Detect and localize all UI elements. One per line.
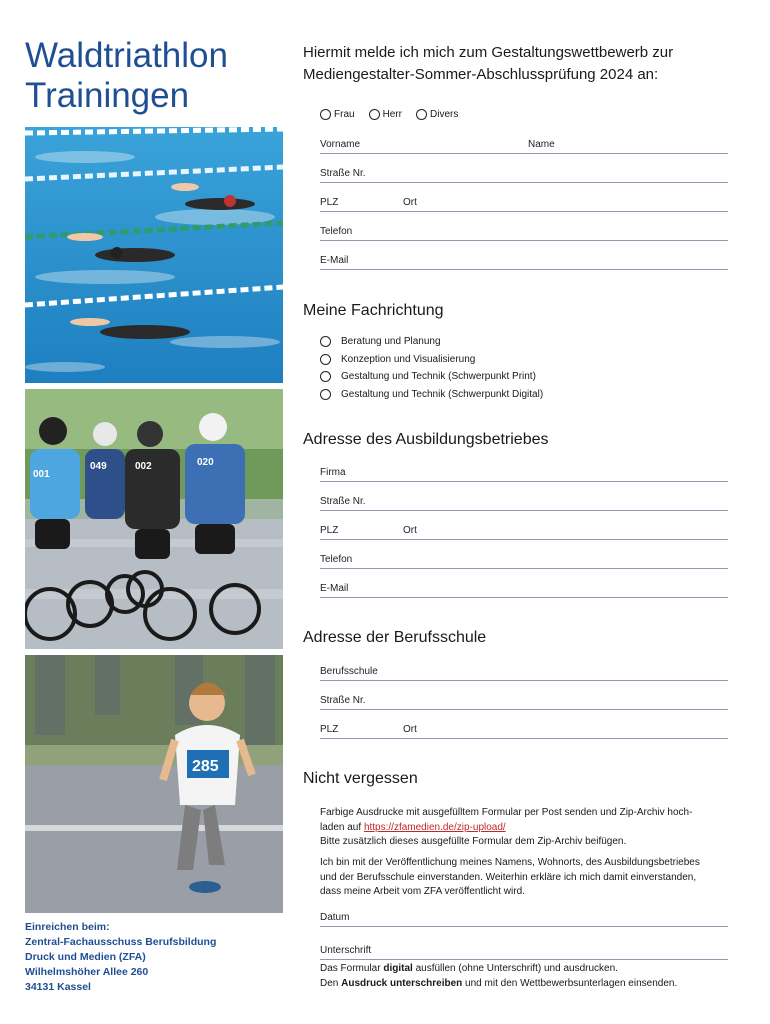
- betrieb-ort-label: Ort: [403, 525, 417, 536]
- submission-address: [25, 920, 285, 995]
- plz-ort-row[interactable]: [320, 193, 728, 212]
- cyclist-number-3: 002: [135, 461, 152, 472]
- radio-icon[interactable]: [416, 109, 427, 120]
- submit-line-1: Einreichen beim:: [25, 921, 110, 933]
- cycling-photo: [25, 389, 283, 649]
- intro-line-1: Hiermit melde ich mich zum Gestaltungswettbewerb zur: [303, 44, 674, 61]
- title-line-1: Waldtriathlon: [25, 36, 228, 75]
- datum-label: Datum: [320, 912, 350, 923]
- schule-plz-label: PLZ: [320, 724, 339, 735]
- betrieb-plz-label: PLZ: [320, 525, 339, 536]
- intro-text: [303, 42, 733, 86]
- schule-plz-ort-row[interactable]: [320, 720, 728, 739]
- page-title: [25, 36, 228, 116]
- schule-heading: Adresse der Berufsschule: [303, 629, 487, 646]
- vergessen-paragraph-1: [320, 806, 740, 850]
- option-print[interactable]: Gestaltung und Technik (Schwerpunkt Print): [320, 368, 543, 386]
- berufsschule-field[interactable]: [320, 662, 728, 681]
- submit-line-2: Zentral-Fachausschuss Berufsbildung: [25, 936, 217, 948]
- betrieb-email-label: E-Mail: [320, 583, 349, 594]
- p2-line-1: Ich bin mit der Veröffentlichung meines Namens, Wohnorts, des Ausbildungsbetriebes: [320, 857, 700, 868]
- email-field[interactable]: [320, 251, 728, 270]
- cyclist-number-4: 020: [197, 457, 214, 468]
- schule-strasse-field[interactable]: [320, 691, 728, 710]
- name-label: Name: [528, 139, 555, 150]
- option-konzeption[interactable]: Konzeption und Visualisierung: [320, 351, 543, 369]
- email-label: E-Mail: [320, 255, 349, 266]
- gender-divers[interactable]: Divers: [416, 109, 458, 120]
- name-row[interactable]: [320, 135, 728, 154]
- betrieb-strasse-label: Straße Nr.: [320, 496, 366, 507]
- option-beratung[interactable]: Beratung und Planung: [320, 333, 543, 351]
- p2-line-2: und der Berufsschule einverstanden. Weiterhin erkläre ich mich damit einverstanden,: [320, 871, 697, 883]
- datum-field[interactable]: [320, 908, 728, 927]
- gender-herr[interactable]: Herr: [369, 109, 402, 120]
- intro-line-2: Mediengestalter-Sommer-Abschlussprüfung 2024 an:: [303, 66, 659, 83]
- unterschrift-field[interactable]: [320, 941, 728, 960]
- betrieb-telefon-field[interactable]: [320, 550, 728, 569]
- radio-icon[interactable]: [320, 336, 331, 347]
- strasse-field[interactable]: [320, 164, 728, 183]
- vergessen-paragraph-2: [320, 856, 740, 900]
- gender-frau[interactable]: Frau: [320, 109, 355, 120]
- betrieb-email-field[interactable]: [320, 579, 728, 598]
- radio-icon[interactable]: [320, 354, 331, 365]
- p1-line-1: Farbige Ausdrucke mit ausgefülltem Formular per Post senden und Zip-Archiv hoch-: [320, 807, 693, 818]
- strasse-label: Straße Nr.: [320, 168, 366, 179]
- unterschrift-label: Unterschrift: [320, 945, 372, 956]
- radio-icon[interactable]: [320, 389, 331, 400]
- radio-icon[interactable]: [369, 109, 380, 120]
- betrieb-plz-ort-row[interactable]: [320, 521, 728, 540]
- radio-icon[interactable]: [320, 109, 331, 120]
- ort-label: Ort: [403, 197, 417, 208]
- submit-line-3: Druck und Medien (ZFA): [25, 951, 146, 963]
- p1-line-2: laden auf https://zfamedien.de/zip-upload/: [320, 821, 506, 833]
- vergessen-heading: Nicht vergessen: [303, 770, 418, 787]
- vorname-label: Vorname: [320, 139, 361, 150]
- betrieb-telefon-label: Telefon: [320, 554, 353, 565]
- p2-line-3: dass meine Arbeit vom ZFA veröffentlicht wird.: [320, 886, 525, 897]
- betrieb-heading: Adresse des Ausbildungsbetriebes: [303, 431, 549, 448]
- schule-strasse-label: Straße Nr.: [320, 695, 366, 706]
- runner-number: 285: [192, 758, 219, 775]
- radio-icon[interactable]: [320, 371, 331, 382]
- option-digital[interactable]: Gestaltung und Technik (Schwerpunkt Digital): [320, 386, 543, 404]
- running-photo: [25, 655, 283, 913]
- zip-upload-link[interactable]: https://zfamedien.de/zip-upload/: [363, 821, 506, 833]
- telefon-field[interactable]: [320, 222, 728, 241]
- firma-label: Firma: [320, 467, 346, 478]
- fachrichtung-options: [320, 333, 543, 403]
- note-line-1: Das Formular digital ausfüllen (ohne Unterschrift) und ausdrucken.: [320, 963, 618, 974]
- firma-field[interactable]: [320, 463, 728, 482]
- title-line-2: Trainingen: [25, 76, 190, 115]
- submit-line-4: Wilhelmshöher Allee 260: [25, 966, 149, 978]
- form-note: [320, 962, 677, 991]
- swimming-photo: [25, 127, 283, 383]
- cyclist-number-1: 001: [33, 469, 50, 480]
- submit-line-5: 34131 Kassel: [25, 981, 91, 993]
- berufsschule-label: Berufsschule: [320, 666, 378, 677]
- schule-ort-label: Ort: [403, 724, 417, 735]
- note-line-2: Den Ausdruck unterschreiben und mit den Wettbewerbsunterlagen einsenden.: [320, 977, 678, 989]
- gender-radio-group: [320, 109, 458, 120]
- p1-line-3: Bitte zusätzlich dieses ausgefüllte Formular dem Zip-Archiv beifügen.: [320, 836, 627, 847]
- telefon-label: Telefon: [320, 226, 353, 237]
- cyclist-number-2: 049: [90, 461, 107, 472]
- betrieb-strasse-field[interactable]: [320, 492, 728, 511]
- plz-label: PLZ: [320, 197, 339, 208]
- fachrichtung-heading: Meine Fachrichtung: [303, 302, 444, 319]
